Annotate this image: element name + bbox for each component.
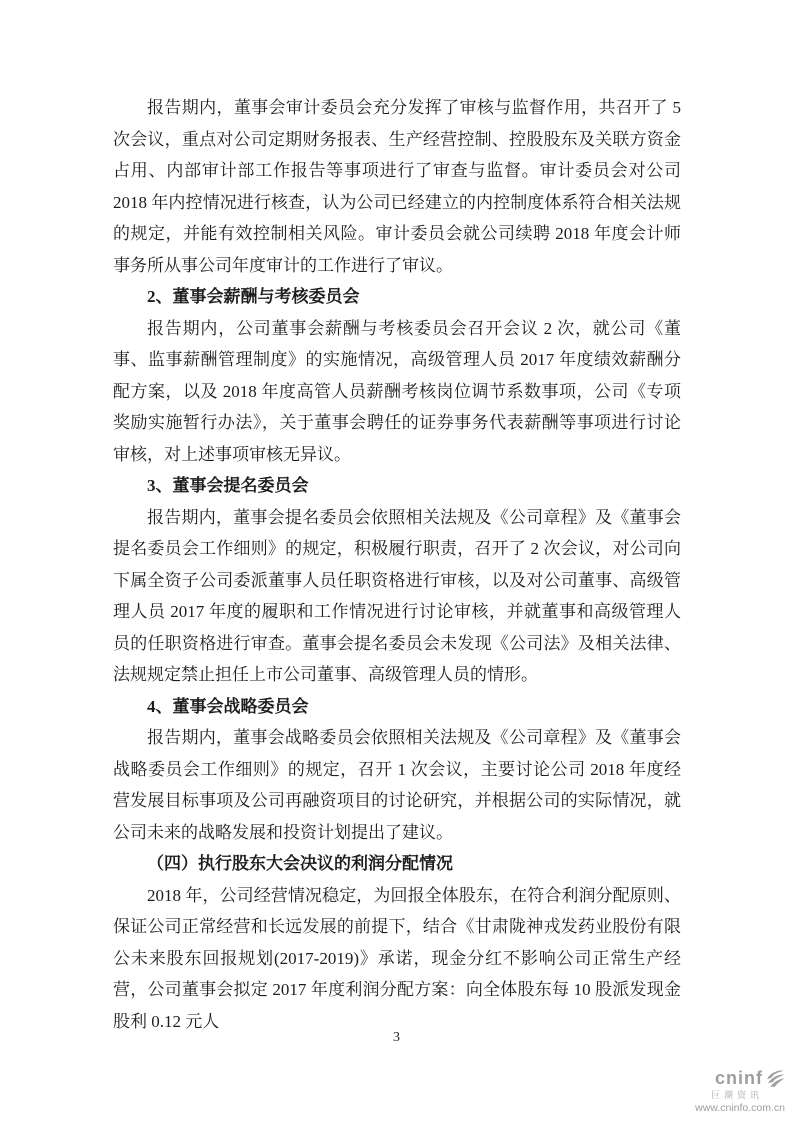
heading-strategy-committee: 4、董事会战略委员会 bbox=[147, 696, 309, 716]
cninfo-swirl-icon bbox=[765, 1068, 785, 1088]
heading-compensation-committee: 2、董事会薪酬与考核委员会 bbox=[147, 287, 360, 306]
heading-nomination-committee: 3、董事会提名委员会 bbox=[147, 476, 309, 495]
page-number: 3 bbox=[393, 1030, 400, 1045]
cninfo-brand-row bbox=[695, 1068, 785, 1089]
cninfo-url: www.cninfo.com.cn bbox=[695, 1102, 785, 1115]
paragraph-audit-committee: 报告期内，董事会审计委员会充分发挥了审核与监督作用，共召开了 5 次会议，重点对公司定期财务报表、生产经营控制、控股股东及关联方资金占用、内部审计部工作报告等事项进行了审查与监督。审计委员会对公司 2018 年内控情况进行核查，认为公司已经建立的内控制度体系符合相关法规的规定，并能有效控制相关风险。审计委员会就公司续聘 2018 年度会计师事务所从事公司年度审计的工作进行了审议。 bbox=[113, 98, 681, 275]
heading-profit-distribution: （四）执行股东大会决议的利润分配情况 bbox=[147, 854, 453, 873]
document-body bbox=[113, 92, 681, 1037]
cninfo-logo bbox=[695, 1068, 785, 1114]
paragraph-compensation-committee: 报告期内，公司董事会薪酬与考核委员会召开会议 2 次，就公司《董事、监事薪酬管理制度》的实施情况，高级管理人员 2017 年度绩效薪酬分配方案，以及 2018 年度高管人员薪酬考核岗位调节系数事项，公司《专项奖励实施暂行办法》，关于董事会聘任的证券事务代表薪酬等事项进行讨论审核，对上述事项审核无异议。 bbox=[113, 318, 681, 464]
cninfo-caption: 巨潮资讯 bbox=[710, 1089, 763, 1100]
paragraph-nomination-committee: 报告期内，董事会提名委员会依照相关法规及《公司章程》及《董事会提名委员会工作细则》的规定，积极履行职责，召开了 2 次会议，对公司向下属全资子公司委派董事人员任职资格进行审核，以及对公司董事、高级管理人员 2017 年度的履职和工作情况进行讨论审核，并就董事和高级管理人员的任职资格进行审查。董事会提名委员会未发现《公司法》及相关法律、法规规定禁止担任上市公司董事、高级管理人员的情形。 bbox=[113, 507, 681, 684]
paragraph-profit-distribution: 2018 年，公司经营情况稳定，为回报全体股东，在符合利润分配原则、保证公司正常经营和长远发展的前提下，结合《甘肃陇神戎发药业股份有限公未来股东回报规划(2017-2019)》承诺，现金分红不影响公司正常生产经营，公司董事会拟定 2017 年度利润分配方案：向全体股东每 10 股派发现金股利 0.12 元人 bbox=[113, 885, 681, 1031]
paragraph-strategy-committee: 报告期内，董事会战略委员会依照相关法规及《公司章程》及《董事会战略委员会工作细则》的规定，召开 1 次会议，主要讨论公司 2018 年度经营发展目标事项及公司再融资项目的讨论研究，并根据公司的实际情况，就公司未来的战略发展和投资计划提出了建议。 bbox=[113, 728, 681, 842]
cninfo-brand-text: cninf bbox=[715, 1068, 763, 1088]
